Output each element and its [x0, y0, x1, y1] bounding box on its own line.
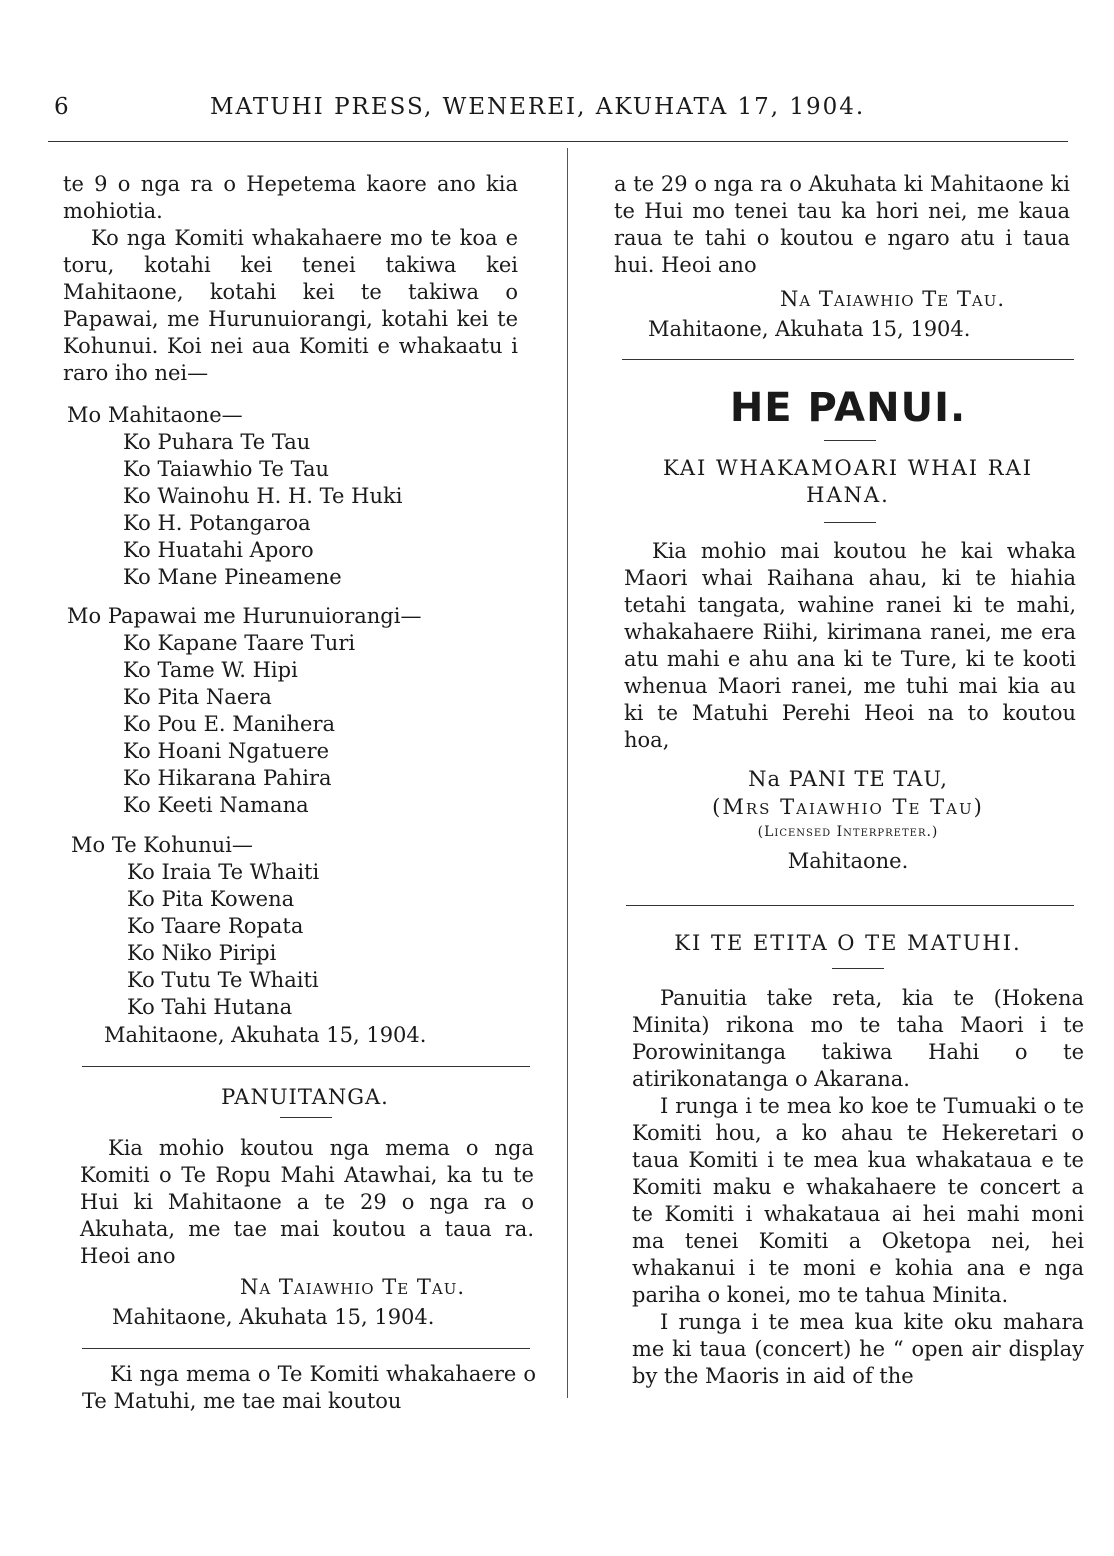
group-heading: Mo Mahitaone—	[67, 403, 243, 427]
member-name: Ko Pita Naera	[123, 685, 272, 709]
right-dateline: Mahitaone, Akuhata 15, 1904.	[648, 317, 971, 341]
closing-paragraph	[82, 1361, 536, 1415]
member-name: Ko Pou E. Manihera	[123, 712, 336, 736]
panuitanga-signature: Na Taiawhio Te Tau.	[240, 1275, 466, 1299]
panuitanga-body	[80, 1135, 534, 1270]
he-panui-sig-2: (Mrs Taiawhio Te Tau)	[712, 795, 984, 819]
title-rule	[824, 522, 876, 523]
member-name: Ko Iraia Te Whaiti	[127, 860, 320, 884]
section-rule	[82, 1348, 530, 1349]
committee-group-kohunui	[71, 832, 531, 1021]
right-continuation	[614, 171, 1070, 279]
intro-paragraph-2: Ko nga Komiti whakahaere mo te koa e toru, kotahi kei tenei takiwa kei Mahitaone, kotahi kei te takiwa o Papawai, me Hurunuiorangi, kotahi kei te Kohunui. Koi nei aua Komiti e whakaatu i raro iho nei—	[63, 226, 518, 385]
running-title: MATUHI PRESS, WENEREI, AKUHATA 17, 1904.	[210, 94, 866, 120]
member-name: Ko Pita Kowena	[127, 887, 295, 911]
member-name: Ko Kapane Taare Turi	[123, 631, 356, 655]
etita-title: KI TE ETITA O TE MATUHI.	[674, 931, 1022, 955]
he-panui-text: Kia mohio mai koutou he kai whaka Maori whai Raihana ahau, ki te hiahia tetahi tangata, wahine ranei ki te mahi, whakahaere Riihi, kirimana ranei, me era atu mahi e ahu ana ki te Ture, ki te kooti whenua Maori ranei, me tuhi mai kia au ki te Matuhi Perehi Heoi na to koutou hoa,	[624, 539, 1076, 752]
he-panui-title: HE PANUI.	[729, 385, 967, 431]
he-panui-sig-1: Na PANI TE TAU,	[748, 767, 948, 791]
closing-text: Ki nga mema o Te Komiti whakahaere o Te Matuhi, me tae mai koutou	[82, 1362, 536, 1413]
member-name: Ko Niko Piripi	[127, 941, 277, 965]
header-rule	[48, 141, 1068, 142]
member-name: Ko Wainohu H. H. Te Huki	[123, 484, 403, 508]
member-name: Ko Hoani Ngatuere	[123, 739, 330, 763]
section-rule	[626, 905, 1074, 906]
title-rule	[824, 440, 876, 441]
committee-group-papawai	[67, 603, 527, 819]
member-name: Ko Taare Ropata	[127, 914, 304, 938]
title-rule	[832, 968, 884, 969]
etita-paragraph-2: I runga i te mea ko koe te Tumuaki o te Komiti hou, a ko ahau te Hekeretari o taua Komiti i te mea kua whakataua e te Komiti maku e whakahaere te concert a te Komiti i whakataua ai hei mahi moni ma tenei Komiti a Oketopa nei, hei whakanui i te moni e kohia ana e nga pariha o konei, mo te tahua Minita.	[632, 1094, 1084, 1307]
page-number: 6	[54, 94, 69, 120]
member-name: Ko Puhara Te Tau	[123, 430, 311, 454]
left-intro	[63, 171, 518, 387]
member-name: Ko Hikarana Pahira	[123, 766, 332, 790]
etita-paragraph-1: Panuitia take reta, kia te (Hokena Minita) rikona mo te taha Maori i te Porowinitanga takiwa Hahi o te atirikonatanga o Akarana.	[632, 986, 1084, 1091]
column-divider	[567, 148, 568, 1398]
etita-body	[632, 985, 1084, 1390]
member-name: Ko Huatahi Aporo	[123, 538, 314, 562]
panuitanga-title: PANUITANGA.	[221, 1085, 389, 1109]
group-heading: Mo Papawai me Hurunuiorangi—	[67, 604, 422, 628]
member-name: Ko Taiawhio Te Tau	[123, 457, 330, 481]
continuation-text: a te 29 o nga ra o Akuhata ki Mahitaone ki te Hui mo tenei tau ka hori nei, me kaua raua te tahi o koutou e ngaro atu i taua hui. Heoi ano	[614, 172, 1070, 277]
he-panui-sig-4: Mahitaone.	[787, 849, 909, 873]
dateline: Mahitaone, Akuhata 15, 1904.	[104, 1023, 427, 1047]
panuitanga-dateline: Mahitaone, Akuhata 15, 1904.	[112, 1305, 435, 1329]
member-name: Ko Tame W. Hipi	[123, 658, 298, 682]
member-name: Ko Mane Pineamene	[123, 565, 342, 589]
group-heading: Mo Te Kohunui—	[71, 833, 253, 857]
member-name: Ko Keeti Namana	[123, 793, 309, 817]
member-name: Ko Tahi Hutana	[127, 995, 293, 1019]
he-panui-sig-3: (Licensed Interpreter.)	[757, 824, 939, 840]
intro-paragraph-1: te 9 o nga ra o Hepetema kaore ano kia mohiotia.	[63, 172, 518, 223]
etita-paragraph-3: I runga i te mea kua kite oku mahara me ki taua (concert) he “ open air display by the Maoris in aid of the	[632, 1310, 1084, 1388]
he-panui-subtitle: KAI WHAKAMOARI WHAI RAI HANA.	[662, 456, 1033, 507]
committee-group-mahitaone	[67, 402, 527, 591]
panuitanga-text: Kia mohio koutou nga mema o nga Komiti o Te Ropu Mahi Atawhai, ka tu te Hui ki Mahitaone a te 29 o nga ra o Akuhata, me tae mai koutou a taua ra. Heoi ano	[80, 1136, 534, 1268]
section-rule	[622, 359, 1074, 360]
member-name: Ko Tutu Te Whaiti	[127, 968, 319, 992]
title-rule	[280, 1117, 332, 1118]
section-rule	[82, 1066, 530, 1067]
right-signature: Na Taiawhio Te Tau.	[780, 287, 1006, 311]
member-name: Ko H. Potangaroa	[123, 511, 311, 535]
he-panui-body	[624, 538, 1076, 754]
